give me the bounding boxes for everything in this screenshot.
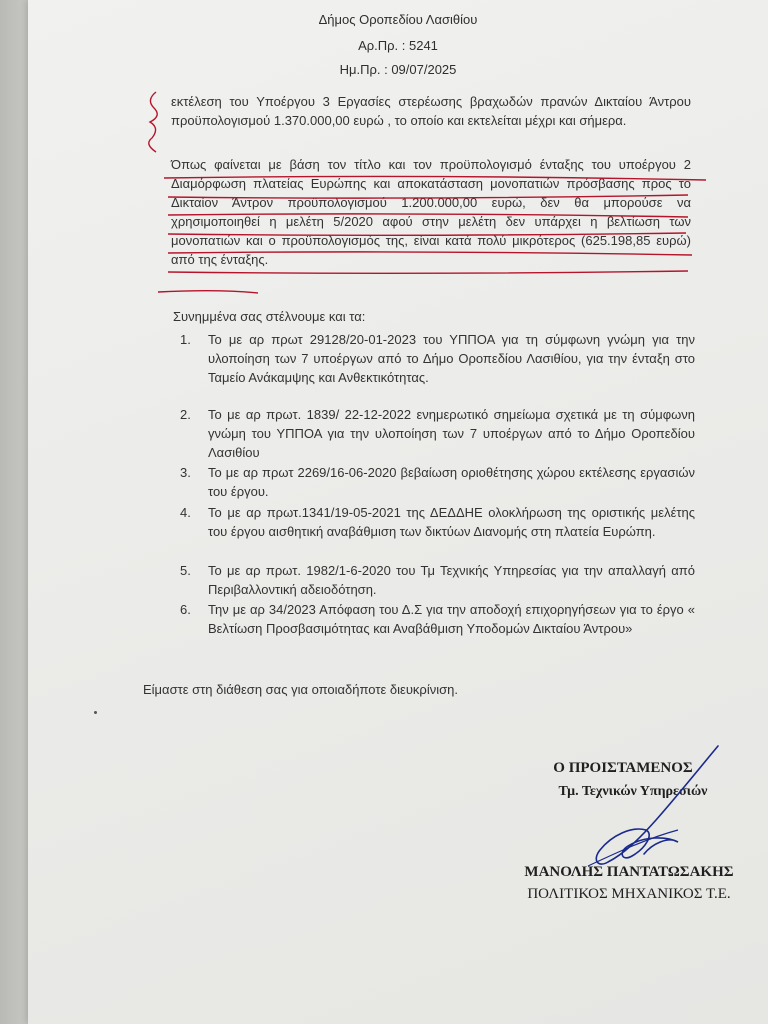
list-item (180, 463, 695, 501)
list-text: Το με αρ πρωτ. 1839/ 22-12-2022 ενημερωτικό σημείωμα σχετικά με τη σύμφωνη γνώμη του ΥΠΠΟΑ για την υλοποίηση των 7 υποέργων από το Δήμο Οροπεδίου Λασιθίου (208, 407, 695, 460)
protocol-date: Ημ.Πρ. : 09/07/2025 (339, 62, 457, 77)
closing-sentence: Είμαστε στη διάθεση σας για οποιαδήποτε διευκρίνιση. (143, 682, 458, 697)
document-page (28, 0, 768, 1024)
list-number: 4. (180, 505, 191, 520)
signatory-title: ΠΟΛΙΤΙΚΟΣ ΜΗΧΑΝΙΚΟΣ Τ.Ε. (527, 886, 731, 902)
list-item (180, 600, 695, 638)
protocol-number: Αρ.Πρ. : 5241 (358, 38, 438, 53)
red-pen-underlines (28, 0, 768, 320)
list-text: Την με αρ 34/2023 Απόφαση του Δ.Σ για την αποδοχή επιχορηγήσεων για το έργο « Βελτίωση Προσβασιμότητας και Αναβάθμιση Υποδομών Δικταίου Άντρου» (208, 602, 695, 636)
list-text: Το με αρ πρωτ.1341/19-05-2021 της ΔΕΔΔΗΕ ολοκλήρωση της οριστικής μελέτης του έργου αισθητική αναβάθμιση των δικτύων Διανομής στη πλατεία Ευρώπη. (208, 505, 695, 539)
list-item (180, 503, 695, 541)
list-text: Το με αρ πρωτ 2269/16-06-2020 βεβαίωση οριοθέτησης χώρου εκτέλεσης εργασιών του έργου. (208, 465, 695, 499)
list-item (180, 561, 695, 599)
list-number: 6. (180, 602, 191, 617)
attachments-intro: Συνημμένα σας στέλνουμε και τα: (173, 309, 366, 324)
handwritten-signature (528, 740, 748, 880)
list-text: Το με αρ πρωτ 29128/20-01-2023 του ΥΠΠΟΑ για τη σύμφωνη γνώμη για την υλοποίηση των 7 υποέργων από το Δήμο Οροπεδίου Λασιθίου, για την ένταξη στο Ταμείο Ανάκαμψης και Ανθεκτικότητας. (208, 332, 695, 385)
paragraph-subproject-2: Όπως φαίνεται με βάση τον τίτλο και τον προϋπολογισμό ένταξης του υποέργου 2 Διαμόρφωση πλατείας Ευρώπης και αποκατάσταση μονοπατιών πρόσβασης προς το Δικταίον Άντρον προϋπολογισμού 1.200.000,00 ευρώ, δεν θα μπορούσε να χρησιμοποιηθεί η μελέτη 5/2020 αφού στην μελέτη δεν υπάρχει η βελτίωση των μονοπατιών και ο προϋπολογισμός της, είναι κατά πολύ μικρότερος (625.198,85 ευρώ) από της ένταξης. (171, 157, 691, 267)
signatory-department: Τμ. Τεχνικών Υπηρεσιών (558, 784, 708, 799)
list-text: Το με αρ πρωτ. 1982/1-6-2020 του Τμ Τεχνικής Υπηρεσίας για την απαλλαγή από Περιβαλλοντική αδειοδότηση. (208, 563, 695, 597)
list-number: 2. (180, 407, 191, 422)
paragraph-subproject-3: εκτέλεση του Υποέργου 3 Εργασίες στερέωσης βραχωδών πρανών Δικταίου Άντρου προϋπολογισμού 1.370.000,00 ευρώ , το οποίο και εκτελείται μέχρι και σήμερα. (171, 94, 691, 128)
list-number: 5. (180, 563, 191, 578)
municipality-name: Δήμος Οροπεδίου Λασιθίου (318, 12, 478, 27)
list-item (180, 330, 695, 387)
signatory-name: ΜΑΝΟΛΗΣ ΠΑΝΤΑΤΩΣΑΚΗΣ (524, 864, 734, 880)
paper-speck (94, 711, 97, 714)
list-item (180, 405, 695, 462)
list-number: 3. (180, 465, 191, 480)
list-number: 1. (180, 332, 191, 347)
signatory-role: Ο ΠΡΟΙΣΤΑΜΕΝΟΣ (553, 760, 693, 776)
